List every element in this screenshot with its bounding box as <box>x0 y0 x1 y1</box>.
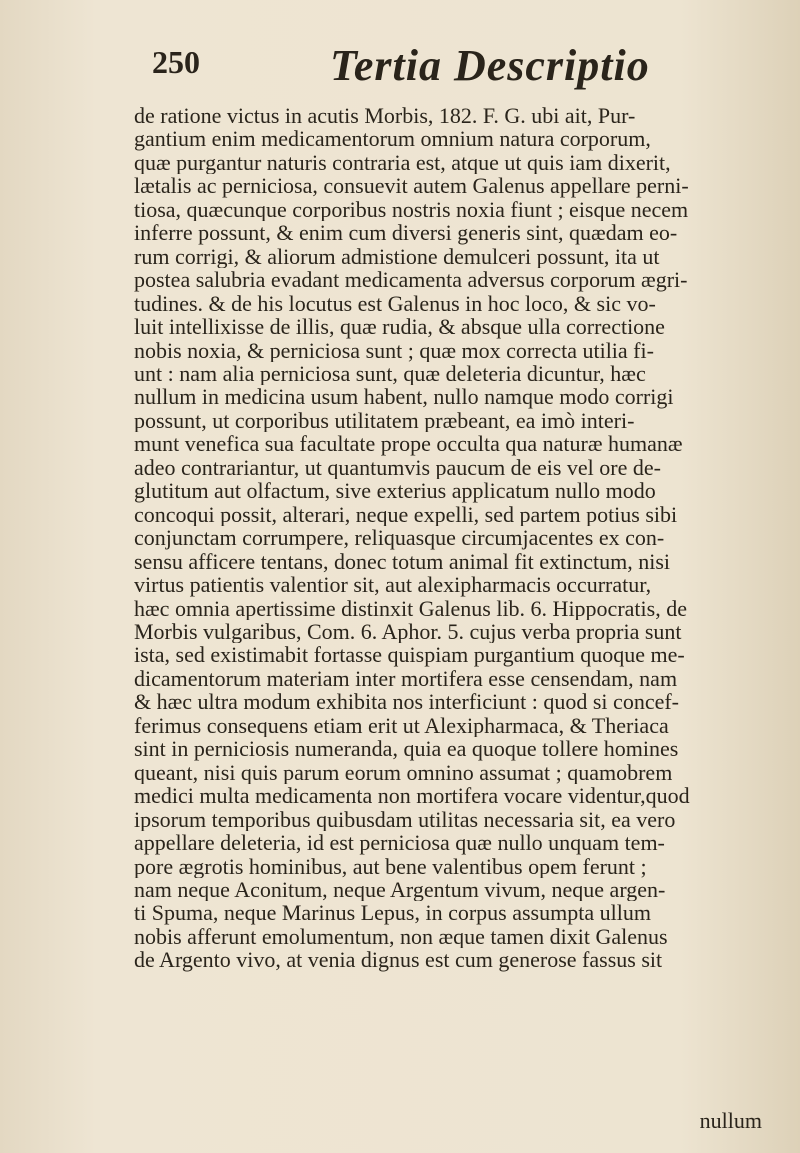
text-line: ista, sed existimabit fortasse quispiam purgantium quoque me- <box>134 643 685 667</box>
text-line: conjunctam corrumpere, reliquasque circumjacentes ex con- <box>134 526 665 550</box>
text-line: dicamentorum materiam inter mortifera esse censendam, nam <box>134 666 678 691</box>
text-line: & hæc ultra modum exhibita nos interficiunt : quod si concef- <box>134 690 679 714</box>
page-header <box>140 40 760 98</box>
text-line: unt : nam alia perniciosa sunt, quæ deleteria dicuntur, hæc <box>134 361 646 386</box>
catchword: nullum <box>699 1108 762 1133</box>
text-line: medici multa medicamenta non mortifera vocare videntur,quod <box>134 784 690 808</box>
text-line: sensu afficere tentans, donec totum animal fit extinctum, nisi <box>134 549 671 574</box>
text-line: hæc omnia apertissime distinxit Galenus lib. 6. Hippocratis, de <box>134 596 687 620</box>
text-line: nobis afferunt emolumentum, non æque tamen dixit Galenus <box>134 924 668 949</box>
text-line: ti Spuma, neque Marinus Lepus, in corpus assumpta ullum <box>134 901 651 925</box>
text-line: gantium enim medicamentorum omnium natura corporum, <box>134 127 651 151</box>
text-line: quæ purgantur naturis contraria est, atque ut quis iam dixerit, <box>134 150 671 175</box>
text-line: tiosa, quæcunque corporibus nostris noxia fiunt ; eisque necem <box>134 197 689 222</box>
text-line: virtus patientis valentior sit, aut alexipharmacis occurratur, <box>134 573 652 597</box>
text-line: adeo contrariantur, ut quantumvis paucum de eis vel ore de- <box>134 455 661 480</box>
text-line: ferimus consequens etiam erit ut Alexipharmaca, & Theriaca <box>134 713 669 738</box>
text-line: luit intellixisse de illis, quæ rudia, & absque ulla correctione <box>134 315 665 339</box>
text-line: postea salubria evadant medicamenta adversus corporum ægri- <box>134 268 688 292</box>
body-text <box>134 104 770 972</box>
text-line: possunt, ut corporibus utilitatem præbeant, ea imò interi- <box>134 408 635 433</box>
text-line: pore ægrotis hominibus, aut bene valentibus opem ferunt ; <box>134 854 647 878</box>
text-line: nam neque Aconitum, neque Argentum vivum, neque argen- <box>134 877 666 902</box>
text-line: sint in perniciosis numeranda, quia ea quoque tollere homines <box>134 737 679 761</box>
text-line: de Argento vivo, at venia dignus est cum generose fassus sit <box>134 948 663 972</box>
text-line: glutitum aut olfactum, sive exterius applicatum nullo modo <box>134 479 656 503</box>
running-title: Tertia Descriptio <box>330 41 650 90</box>
text-line: queant, nisi quis parum eorum omnino assumat ; quamobrem <box>134 760 673 785</box>
text-line: de ratione victus in acutis Morbis, 182. F. G. ubi ait, Pur- <box>134 104 636 128</box>
text-line: rum corrigi, & aliorum admistione demulceri possunt, ita ut <box>134 244 660 269</box>
text-line: ipsorum temporibus quibusdam utilitas necessaria sit, ea vero <box>134 807 676 832</box>
text-line: lætalis ac perniciosa, consuevit autem Galenus appellare perni- <box>134 174 689 198</box>
text-line: appellare deleteria, id est perniciosa quæ nullo unquam tem- <box>134 831 665 855</box>
text-line: concoqui possit, alterari, neque expelli, sed partem potius sibi <box>134 502 678 527</box>
text-line: inferre possunt, & enim cum diversi generis sint, quædam eo- <box>134 221 678 245</box>
text-line: Morbis vulgaribus, Com. 6. Aphor. 5. cujus verba propria sunt <box>134 619 682 644</box>
text-line: nullum in medicina usum habent, nullo namque modo corrigi <box>134 385 674 409</box>
text-line: munt venefica sua facultate prope occulta qua naturæ humanæ <box>134 432 683 456</box>
page-number: 250 <box>152 44 200 80</box>
text-line: nobis noxia, & perniciosa sunt ; quæ mox correcta utilia fi- <box>134 338 654 362</box>
text-line: tudines. & de his locutus est Galenus in hoc loco, & sic vo- <box>134 291 656 316</box>
